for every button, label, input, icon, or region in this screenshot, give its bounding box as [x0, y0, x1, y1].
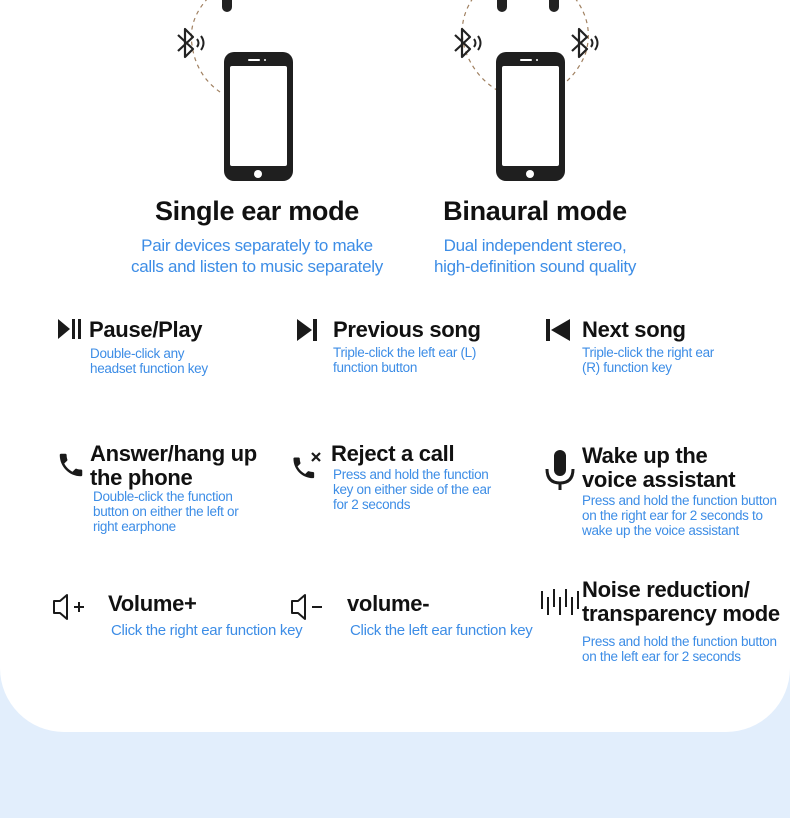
- feature-desc-pause-play: Double-click any headset function key: [90, 346, 208, 376]
- earbud-right-icon: [549, 0, 559, 12]
- smartphone-icon: [496, 52, 565, 181]
- feature-title-volume-down: volume-: [347, 591, 430, 616]
- feature-title-voice-assistant: Wake up the voice assistant: [582, 443, 736, 492]
- microphone-icon: [544, 449, 576, 491]
- mode-description-binaural: Dual independent stereo, high-definition sound quality: [433, 236, 637, 276]
- mode-title-single: Single ear mode: [154, 196, 360, 226]
- feature-title-pause-play: Pause/Play: [89, 317, 203, 342]
- sound-wave-icon: [540, 586, 580, 618]
- feature-desc-answer-hangup: Double-click the function button on either the left or right earphone: [93, 489, 239, 534]
- phone-icon: [56, 450, 86, 480]
- play-pause-icon: [57, 318, 83, 340]
- feature-desc-noise-reduction: Press and hold the function button on the left ear for 2 seconds: [582, 634, 777, 664]
- feature-desc-volume-up: Click the right ear function key: [111, 622, 303, 639]
- volume-down-icon: [290, 592, 326, 622]
- feature-title-noise-reduction: Noise reduction/ transparency mode: [582, 577, 780, 626]
- feature-title-next-song: Next song: [582, 317, 686, 342]
- feature-title-volume-up: Volume+: [108, 591, 197, 616]
- volume-up-icon: [52, 592, 88, 622]
- earbud-left-icon: [497, 0, 507, 12]
- phone-reject-icon: [290, 450, 324, 482]
- bluetooth-icon: [450, 25, 486, 63]
- bluetooth-icon: [567, 25, 603, 63]
- skip-next-icon: [296, 318, 320, 342]
- mode-title-binaural: Binaural mode: [443, 196, 627, 226]
- feature-desc-next-song: Triple-click the right ear (R) function key: [582, 345, 714, 375]
- feature-title-reject-call: Reject a call: [331, 441, 455, 466]
- bluetooth-icon: [173, 25, 209, 63]
- feature-title-previous-song: Previous song: [333, 317, 481, 342]
- mode-description-single: Pair devices separately to make calls and listen to music separately: [131, 236, 383, 276]
- feature-desc-volume-down: Click the left ear function key: [350, 622, 533, 639]
- skip-previous-icon: [545, 318, 571, 342]
- smartphone-icon: [224, 52, 293, 181]
- feature-desc-previous-song: Triple-click the left ear (L) function button: [333, 345, 477, 375]
- earbud-icon: [222, 0, 232, 12]
- feature-title-answer-hangup: Answer/hang up the phone: [90, 441, 257, 490]
- feature-desc-reject-call: Press and hold the function key on either side of the ear for 2 seconds: [333, 467, 491, 512]
- feature-desc-voice-assistant: Press and hold the function button on the right ear for 2 seconds to wake up the voice assistant: [582, 493, 777, 538]
